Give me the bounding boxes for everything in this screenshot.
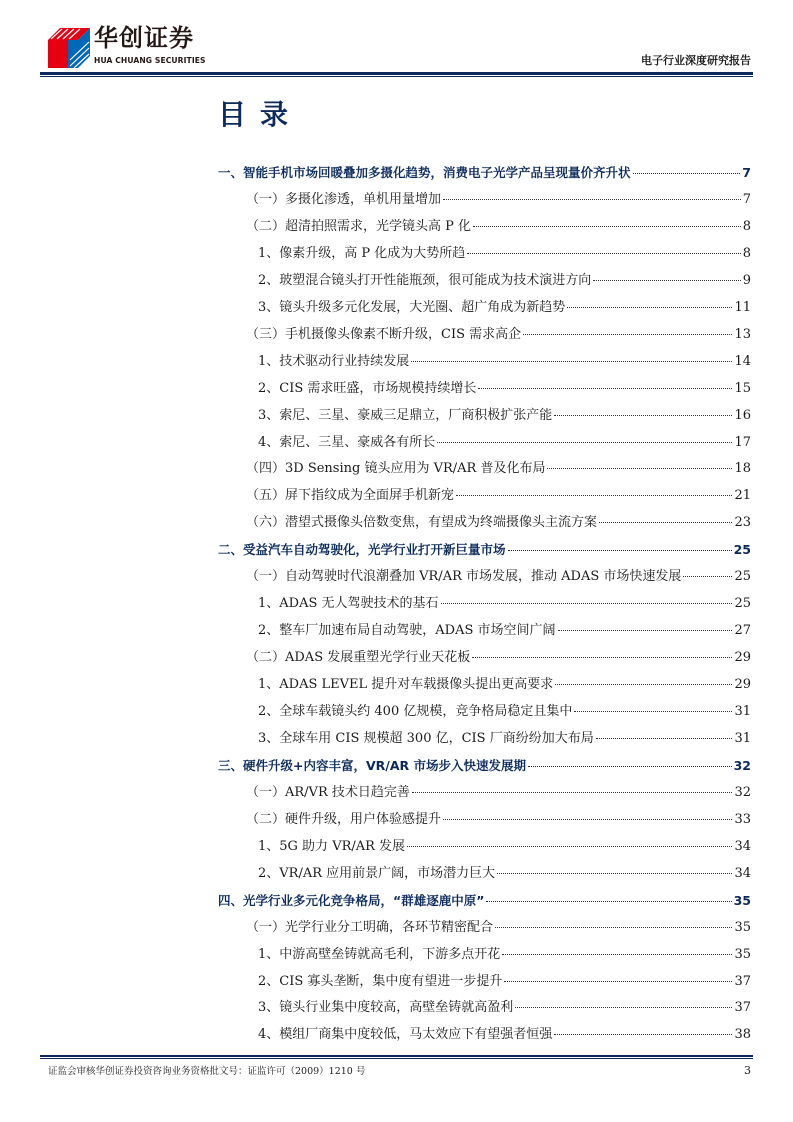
toc-entry-title: 1、ADAS 无人驾驶技术的基石 (258, 596, 439, 612)
toc-leader-dots (411, 361, 732, 362)
toc-chapter[interactable] (218, 540, 751, 560)
toc-leader-dots (599, 522, 732, 523)
toc-entry-page: 17 (734, 434, 751, 450)
toc-entry-page: 8 (742, 218, 751, 234)
toc-subsection[interactable] (258, 621, 751, 641)
toc-entry-page: 16 (734, 407, 751, 423)
toc-leader-dots (443, 819, 732, 820)
toc-entry-title: 2、CIS 寡头垄断，集中度有望进一步提升 (258, 973, 503, 989)
toc-leader-dots (478, 388, 732, 389)
toc-entry-page: 35 (734, 946, 751, 962)
toc-subsection[interactable] (258, 729, 751, 749)
toc-section[interactable] (246, 325, 751, 345)
toc-entry-page: 34 (734, 865, 751, 881)
toc-leader-dots (574, 711, 732, 712)
toc-entry-title: （二）超清拍照需求，光学镜头高 P 化 (246, 218, 472, 234)
toc-entry-page: 31 (734, 730, 751, 746)
toc-entry-page: 15 (734, 380, 751, 396)
toc-leader-dots (486, 901, 731, 902)
toc-leader-dots (441, 603, 733, 604)
toc-leader-dots (683, 576, 732, 577)
header-divider-thin (40, 76, 753, 77)
toc-subsection[interactable] (258, 945, 751, 965)
toc-entry-title: 3、镜头行业集中度较高，高壁垒铸就高盈利 (258, 1000, 514, 1016)
toc-leader-dots (437, 442, 732, 443)
toc-leader-dots (467, 253, 740, 254)
toc-subsection[interactable] (258, 837, 751, 857)
toc-entry-page: 32 (734, 784, 751, 800)
toc-subsection[interactable] (258, 972, 751, 992)
toc-entry-page: 25 (734, 569, 751, 585)
toc-section[interactable] (246, 918, 751, 938)
toc-leader-dots (473, 226, 741, 227)
toc-chapter[interactable] (218, 891, 751, 911)
toc-subsection[interactable] (258, 244, 751, 264)
toc-subsection[interactable] (258, 1025, 751, 1045)
page-title: 目录 (218, 98, 303, 131)
toc-entry-page: 11 (734, 299, 751, 315)
toc-entry-title: （一）光学行业分工明确，各环节精密配合 (246, 919, 494, 935)
toc-entry-page: 27 (734, 623, 751, 639)
toc-leader-dots (528, 766, 732, 767)
toc-entry-title: （五）屏下指纹成为全面屏手机新宠 (246, 488, 455, 504)
page-number: 3 (744, 1064, 751, 1077)
toc-leader-dots (523, 334, 732, 335)
toc-entry-title: （二）硬件升级，用户体验感提升 (246, 811, 442, 827)
toc-entry-page: 23 (734, 515, 751, 531)
toc-entry-title: 二、受益汽车自动驾驶化，光学行业打开新巨量市场 (218, 542, 506, 558)
toc-entry-page: 9 (742, 272, 751, 288)
toc-entry-title: 3、镜头升级多元化发展，大光圈、超广角成为新趋势 (258, 299, 566, 315)
toc-section[interactable] (246, 217, 751, 237)
company-logo (48, 28, 90, 68)
toc-entry-title: 四、光学行业多元化竞争格局，“群雄逐鹿中原” (218, 892, 485, 908)
toc-leader-dots (633, 173, 741, 174)
brand-name-en: HUA CHUANG SECURITIES (94, 56, 206, 65)
toc-leader-dots (502, 954, 732, 955)
toc-entry-page: 35 (733, 892, 751, 908)
toc-section[interactable] (246, 190, 751, 210)
toc-section[interactable] (246, 513, 751, 533)
toc-leader-dots (554, 415, 732, 416)
toc-entry-title: （二）ADAS 发展重塑光学行业天花板 (246, 650, 471, 666)
toc-entry-page: 29 (734, 650, 751, 666)
toc-entry-page: 37 (734, 1000, 751, 1016)
toc-section[interactable] (246, 567, 751, 587)
toc-entry-page: 35 (734, 919, 751, 935)
toc-subsection[interactable] (258, 594, 751, 614)
license-note: 证监会审核华创证券投资咨询业务资格批文号：证监许可（2009）1210 号 (48, 1066, 366, 1077)
toc-leader-dots (456, 495, 732, 496)
toc-leader-dots (495, 927, 732, 928)
toc-leader-dots (555, 684, 732, 685)
toc-subsection[interactable] (258, 298, 751, 318)
toc-entry-title: 1、技术驱动行业持续发展 (258, 353, 410, 369)
toc-entry-page: 7 (742, 191, 751, 207)
toc-subsection[interactable] (258, 271, 751, 291)
toc-entry-title: （一）多摄化渗透，单机用量增加 (246, 191, 442, 207)
toc-entry-title: 1、5G 助力 VR/AR 发展 (258, 838, 406, 854)
toc-leader-dots (567, 307, 732, 308)
toc-entry-title: 一、智能手机市场回暖叠加多摄化趋势，消费电子光学产品呈现量价齐升状 (218, 165, 631, 180)
toc-entry-title: 2、整车厂加速布局自动驾驶，ADAS 市场空间广阔 (258, 623, 556, 639)
toc-entry-page: 33 (734, 811, 751, 827)
toc-subsection[interactable] (258, 998, 751, 1018)
toc-entry-title: （一）AR/VR 技术日趋完善 (246, 784, 410, 800)
toc-subsection[interactable] (258, 352, 751, 372)
toc-leader-dots (412, 792, 733, 793)
toc-leader-dots (472, 657, 732, 658)
toc-entry-title: 三、硬件升级+内容丰富，VR/AR 市场步入快速发展期 (218, 757, 526, 773)
toc-entry-title: （四）3D Sensing 镜头应用为 VR/AR 普及化布局 (246, 461, 546, 477)
toc-entry-title: （三）手机摄像头像素不断升级，CIS 需求高企 (246, 326, 522, 342)
toc-leader-dots (596, 738, 733, 739)
toc-section[interactable] (246, 648, 751, 668)
toc-leader-dots (407, 846, 732, 847)
toc-entry-page: 32 (733, 757, 751, 773)
toc-leader-dots (443, 199, 741, 200)
toc-entry-page: 25 (734, 596, 751, 612)
toc-entry-title: 2、玻塑混合镜头打开性能瓶颈，很可能成为技术演进方向 (258, 272, 592, 288)
toc-entry-page: 21 (734, 488, 751, 504)
toc-subsection[interactable] (258, 675, 751, 695)
header-divider (40, 72, 753, 75)
toc-entry-page: 14 (734, 353, 751, 369)
toc-subsection[interactable] (258, 864, 751, 884)
toc-entry-page: 38 (734, 1027, 751, 1043)
toc-entry-page: 34 (734, 838, 751, 854)
toc-entry-page: 7 (742, 165, 751, 180)
toc-entry-title: （六）潜望式摄像头倍数变焦，有望成为终端摄像头主流方案 (246, 515, 598, 531)
brand-name-cn: 华创证券 (94, 24, 194, 52)
toc-leader-dots (497, 873, 732, 874)
toc-entry-page: 29 (734, 677, 751, 693)
toc-entry-title: 3、全球车用 CIS 规模超 300 亿，CIS 厂商纷纷加大布局 (258, 730, 594, 746)
toc-entry-title: 4、索尼、三星、豪威各有所长 (258, 434, 436, 450)
toc-leader-dots (508, 550, 732, 551)
toc-leader-dots (547, 468, 732, 469)
toc-entry-title: 4、模组厂商集中度较低，马太效应下有望强者恒强 (258, 1027, 553, 1043)
toc-chapter[interactable] (218, 163, 751, 183)
toc-section[interactable] (246, 783, 751, 803)
toc-entry-title: 1、ADAS LEVEL 提升对车载摄像头提出更高要求 (258, 677, 554, 693)
toc-leader-dots (593, 280, 740, 281)
toc-section[interactable] (246, 486, 751, 506)
toc-entry-page: 8 (742, 245, 751, 261)
report-type: 电子行业深度研究报告 (641, 54, 751, 67)
toc-leader-dots (558, 630, 733, 631)
toc-entry-title: 1、像素升级，高 P 化成为大势所趋 (258, 245, 466, 261)
toc-entry-page: 13 (734, 326, 751, 342)
toc-section[interactable] (246, 810, 751, 830)
toc-leader-dots (515, 1007, 732, 1008)
footer-divider-thin (40, 1058, 753, 1059)
toc-entry-page: 25 (733, 542, 751, 558)
toc-entry-title: 3、索尼、三星、豪威三足鼎立，厂商积极扩张产能 (258, 407, 553, 423)
toc-entry-page: 37 (734, 973, 751, 989)
toc-entry-page: 31 (734, 704, 751, 719)
toc-subsection[interactable] (258, 379, 751, 399)
toc-entry-title: 2、VR/AR 应用前景广阔，市场潜力巨大 (258, 865, 496, 881)
toc-subsection[interactable] (258, 406, 751, 426)
toc-subsection[interactable] (258, 433, 751, 453)
footer-divider (40, 1055, 753, 1057)
toc-leader-dots (554, 1034, 732, 1035)
toc-leader-dots (504, 981, 732, 982)
toc-entry-title: 1、中游高壁垒铸就高毛利，下游多点开花 (258, 946, 501, 962)
toc-subsection[interactable] (258, 702, 751, 722)
toc-entry-title: 2、CIS 需求旺盛，市场规模持续增长 (258, 380, 477, 396)
toc-section[interactable] (246, 459, 751, 479)
toc-entry-title: （一）自动驾驶时代浪潮叠加 VR/AR 市场发展，推动 ADAS 市场快速发展 (246, 569, 682, 585)
toc-entry-title: 2、全球车载镜头约 400 亿规模，竞争格局稳定且集中 (258, 704, 573, 719)
toc-chapter[interactable] (218, 756, 751, 776)
toc-entry-page: 18 (734, 461, 751, 477)
